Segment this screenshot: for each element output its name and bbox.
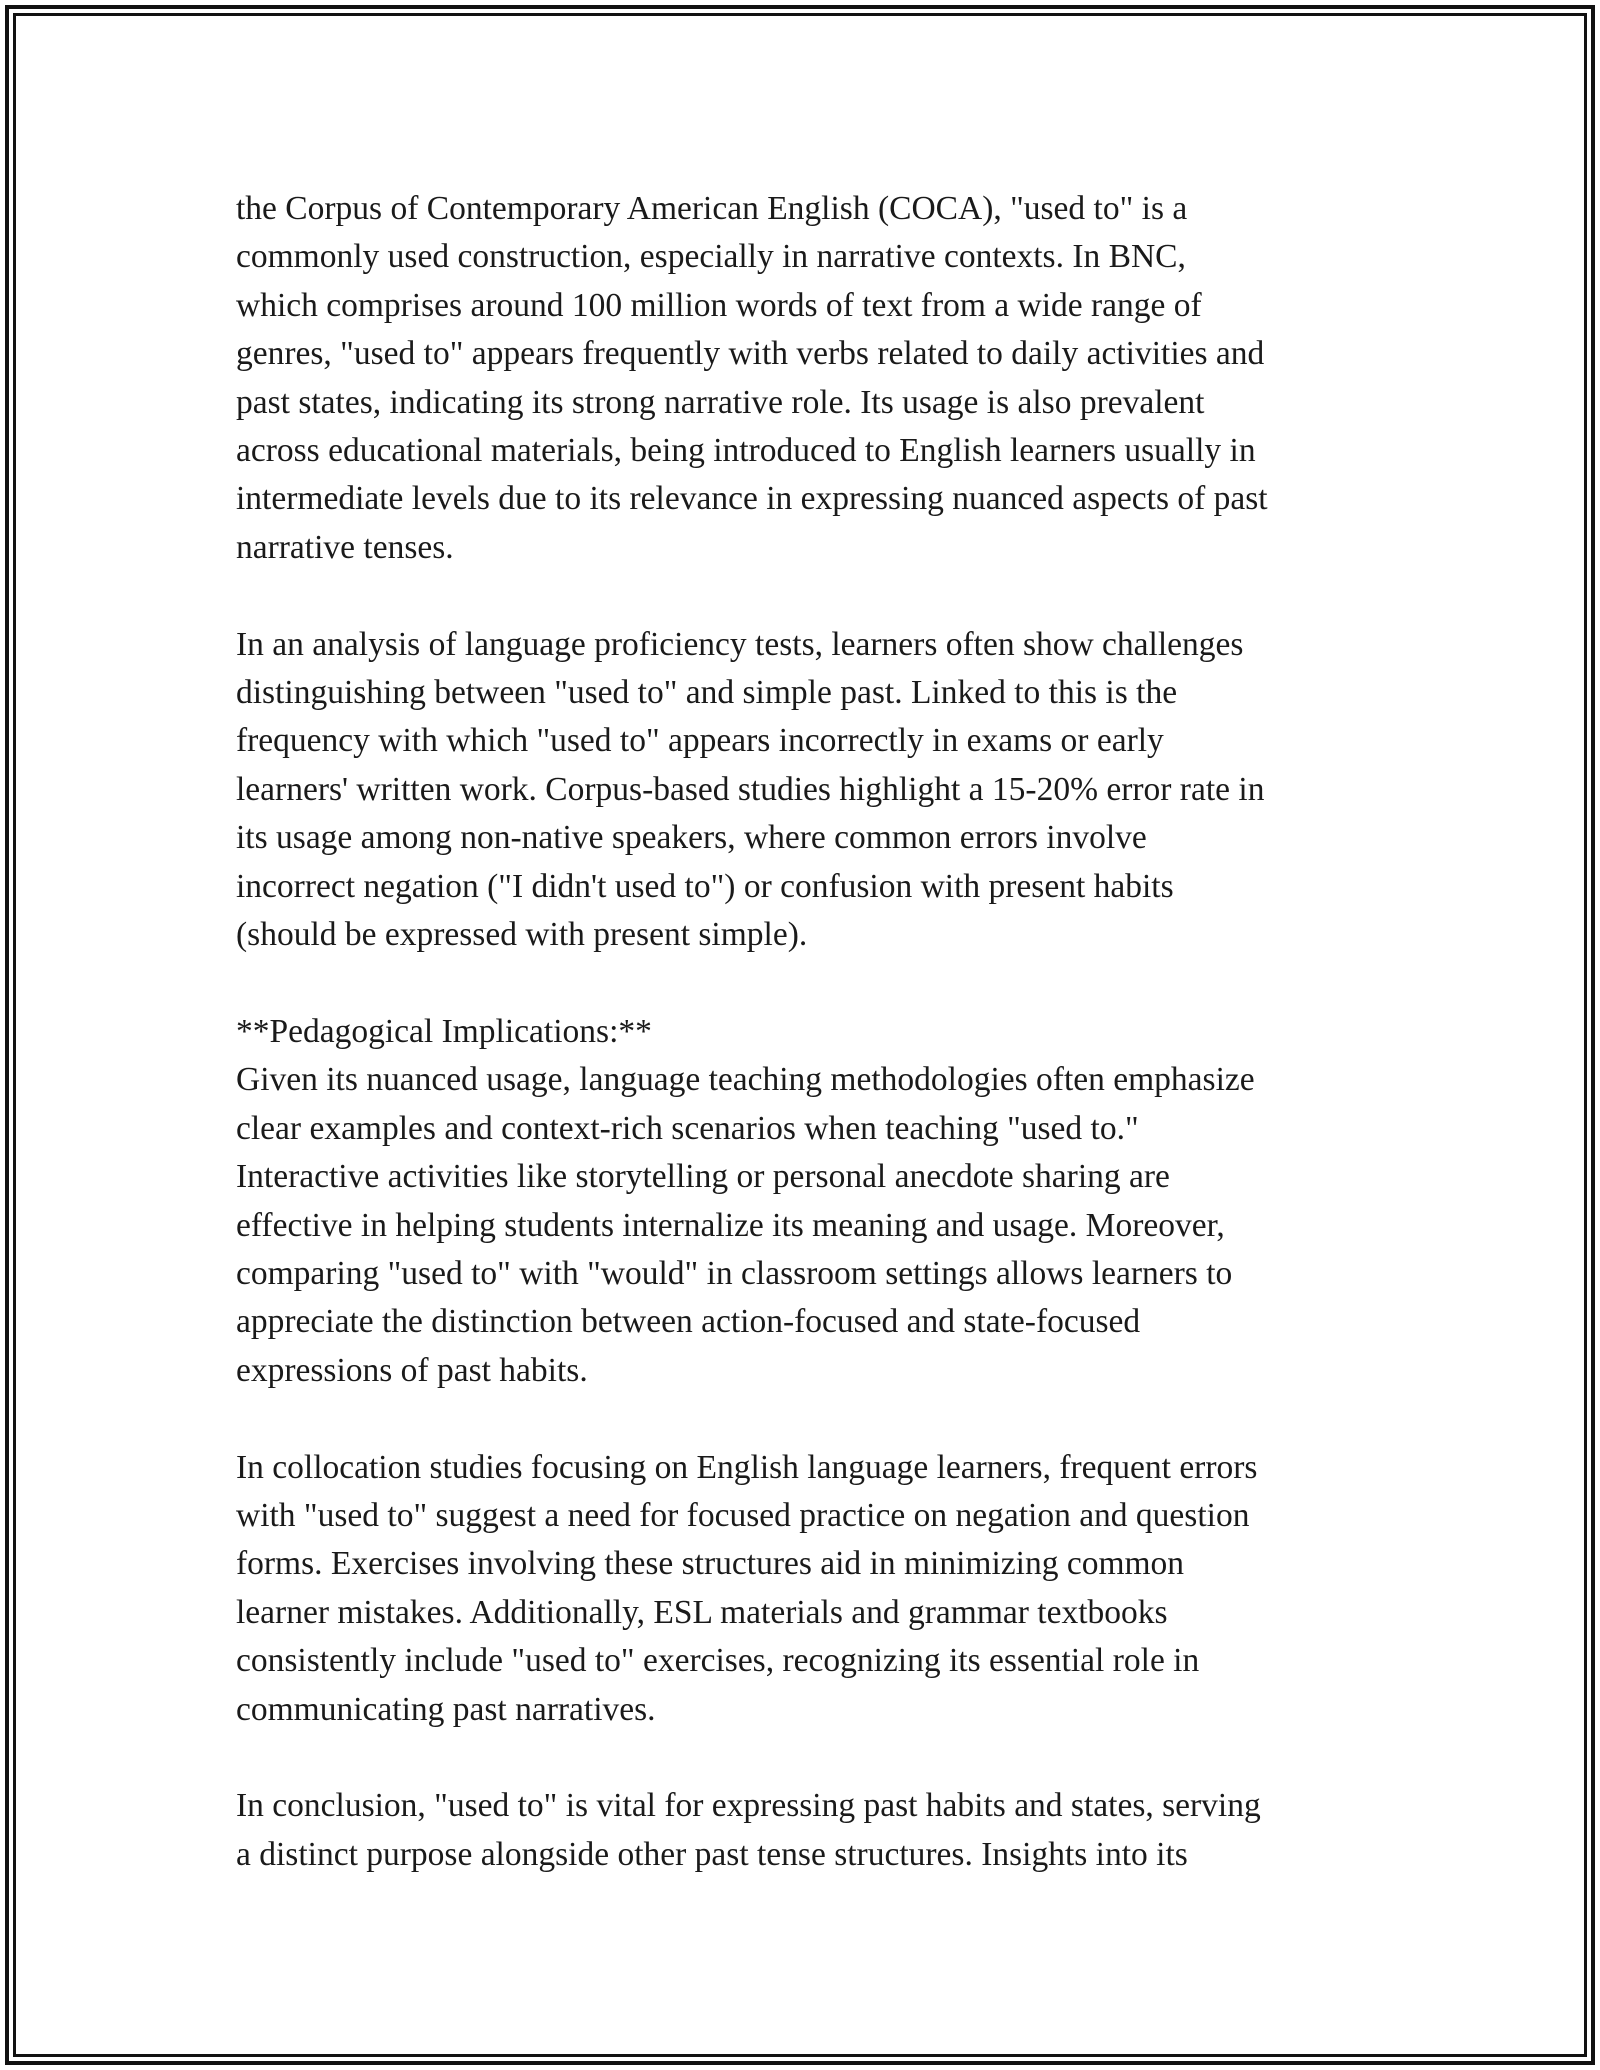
text-line: learner mistakes. Additionally, ESL materials and grammar textbooks	[236, 1593, 1168, 1631]
text-line: distinguishing between "used to" and simple past. Linked to this is the	[236, 674, 1178, 712]
document-body	[236, 185, 1386, 1879]
text-line: expressions of past habits.	[236, 1351, 588, 1389]
text-line: Given its nuanced usage, language teaching methodologies often emphasize	[236, 1061, 1255, 1099]
text-line: effective in helping students internalize its meaning and usage. Moreover,	[236, 1206, 1225, 1244]
text-line: consistently include "used to" exercises, recognizing its essential role in	[236, 1642, 1200, 1680]
text-line: learners' written work. Corpus-based studies highlight a 15-20% error rate in	[236, 770, 1265, 808]
paragraph-pedagogical-implications	[236, 1008, 1386, 1395]
text-line: the Corpus of Contemporary American English (COCA), "used to" is a	[236, 190, 1188, 227]
paragraph-spacer	[236, 1734, 1386, 1782]
paragraph-collocation-studies	[236, 1444, 1386, 1734]
text-line: incorrect negation ("I didn't used to") or confusion with present habits	[236, 867, 1174, 905]
text-line: In collocation studies focusing on English language learners, frequent errors	[236, 1448, 1258, 1486]
text-line: which comprises around 100 million words of text from a wide range of	[236, 286, 1202, 324]
text-line: commonly used construction, especially in narrative contexts. In BNC,	[236, 238, 1186, 276]
paragraph-spacer	[236, 1395, 1386, 1443]
paragraph-proficiency-tests	[236, 621, 1386, 960]
section-heading: **Pedagogical Implications:**	[236, 1012, 652, 1050]
text-line: In conclusion, "used to" is vital for expressing past habits and states, serving	[236, 1787, 1261, 1825]
paragraph-conclusion	[236, 1782, 1386, 1879]
text-line: forms. Exercises involving these structures aid in minimizing common	[236, 1545, 1185, 1583]
text-line: frequency with which "used to" appears incorrectly in exams or early	[236, 722, 1164, 760]
paragraph-spacer	[236, 572, 1386, 620]
text-line: appreciate the distinction between action-focused and state-focused	[236, 1303, 1141, 1341]
text-line: across educational materials, being introduced to English learners usually in	[236, 432, 1256, 470]
text-line: narrative tenses.	[236, 528, 454, 566]
paragraph-corpus-usage	[236, 185, 1386, 572]
text-line: communicating past narratives.	[236, 1690, 656, 1728]
paragraph-spacer	[236, 959, 1386, 1007]
text-line: In an analysis of language proficiency tests, learners often show challenges	[236, 625, 1244, 663]
text-line: clear examples and context-rich scenarios when teaching "used to."	[236, 1109, 1139, 1147]
text-line: past states, indicating its strong narrative role. Its usage is also prevalent	[236, 383, 1205, 421]
text-line: Interactive activities like storytelling or personal anecdote sharing are	[236, 1158, 1170, 1196]
text-line: genres, "used to" appears frequently with verbs related to daily activities and	[236, 335, 1265, 373]
text-line: (should be expressed with present simple).	[236, 916, 808, 954]
text-line: comparing "used to" with "would" in classroom settings allows learners to	[236, 1254, 1233, 1292]
text-line: intermediate levels due to its relevance in expressing nuanced aspects of past	[236, 480, 1268, 518]
text-line: its usage among non-native speakers, where common errors involve	[236, 819, 1147, 857]
text-line: a distinct purpose alongside other past tense structures. Insights into its	[236, 1835, 1188, 1873]
text-line: with "used to" suggest a need for focused practice on negation and question	[236, 1496, 1250, 1534]
